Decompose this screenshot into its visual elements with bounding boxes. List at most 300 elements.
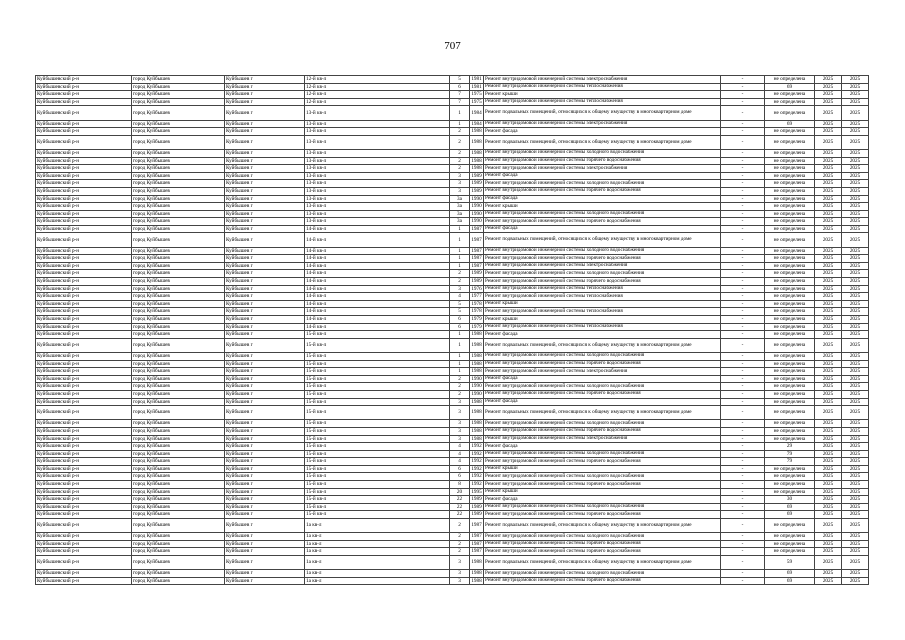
plan-year-from-cell: 2025 bbox=[815, 481, 842, 489]
house-number-cell: 3 bbox=[450, 180, 470, 188]
work-type-cell: Ремонт внутридомовой инженерной системы электроснабжения bbox=[484, 120, 721, 128]
street-cell: 15-й кв-л bbox=[305, 338, 450, 352]
table-row bbox=[36, 338, 869, 352]
settlement-cell: город Куйбышев bbox=[132, 383, 225, 391]
plan-year-to-cell: 2025 bbox=[842, 149, 869, 157]
district-cell: Куйбышевский р-н bbox=[36, 233, 132, 247]
cost-cell: не определена bbox=[765, 285, 815, 293]
plan-year-from-cell: 2025 bbox=[815, 262, 842, 270]
dash-cell: - bbox=[721, 398, 765, 406]
house-number-cell: 4 bbox=[450, 443, 470, 451]
plan-year-to-cell: 2025 bbox=[842, 352, 869, 360]
locality-cell: Куйбышев г bbox=[225, 406, 305, 420]
plan-year-to-cell: 2025 bbox=[842, 76, 869, 84]
work-type-cell: Ремонт фасада bbox=[484, 128, 721, 136]
settlement-cell: город Куйбышев bbox=[132, 398, 225, 406]
district-cell: Куйбышевский р-н bbox=[36, 149, 132, 157]
table-row bbox=[36, 225, 869, 233]
dash-cell: - bbox=[721, 548, 765, 556]
district-cell: Куйбышевский р-н bbox=[36, 91, 132, 99]
work-type-cell: Ремонт внутридомовой инженерной системы холодного водоснабжения bbox=[484, 247, 721, 255]
locality-cell: Куйбышев г bbox=[225, 443, 305, 451]
district-cell: Куйбышевский р-н bbox=[36, 316, 132, 324]
plan-year-from-cell: 2025 bbox=[815, 76, 842, 84]
work-type-cell: Ремонт внутридомовой инженерной системы холодного водоснабжения bbox=[484, 210, 721, 218]
cost-cell: не определена bbox=[765, 368, 815, 376]
table-row bbox=[36, 488, 869, 496]
dash-cell: - bbox=[721, 533, 765, 541]
plan-year-from-cell: 2025 bbox=[815, 135, 842, 149]
house-number-cell: 3 bbox=[450, 570, 470, 578]
dash-cell: - bbox=[721, 83, 765, 91]
settlement-cell: город Куйбышев bbox=[132, 157, 225, 165]
cost-cell: не определена bbox=[765, 360, 815, 368]
settlement-cell: город Куйбышев bbox=[132, 270, 225, 278]
locality-cell: Куйбышев г bbox=[225, 218, 305, 226]
dash-cell: - bbox=[721, 435, 765, 443]
work-type-cell: Ремонт внутридомовой инженерной системы электроснабжения bbox=[484, 76, 721, 84]
work-type-cell: Ремонт подвальных помещений, относящихся к общему имуществу в многоквартирном доме bbox=[484, 135, 721, 149]
work-type-cell: Ремонт внутридомовой инженерной системы холодного водоснабжения bbox=[484, 503, 721, 511]
district-cell: Куйбышевский р-н bbox=[36, 331, 132, 339]
work-type-cell: Ремонт внутридомовой инженерной системы теплоснабжения bbox=[484, 293, 721, 301]
work-type-cell: Ремонт внутридомовой инженерной системы горячего водоснабжения bbox=[484, 458, 721, 466]
table-row bbox=[36, 120, 869, 128]
work-type-cell: Ремонт внутридомовой инженерной системы холодного водоснабжения bbox=[484, 352, 721, 360]
street-cell: 14-й кв-л bbox=[305, 270, 450, 278]
locality-cell: Куйбышев г bbox=[225, 556, 305, 570]
cost-cell: не определена bbox=[765, 106, 815, 120]
street-cell: 15-й кв-л bbox=[305, 443, 450, 451]
street-cell: 13-й кв-л bbox=[305, 187, 450, 195]
build-year-cell: 1987 bbox=[471, 548, 482, 555]
table-row bbox=[36, 203, 869, 211]
plan-year-to-cell: 2025 bbox=[842, 316, 869, 324]
street-cell: 13-й кв-л bbox=[305, 210, 450, 218]
district-cell: Куйбышевский р-н bbox=[36, 187, 132, 195]
street-cell: 15-й кв-л bbox=[305, 383, 450, 391]
dash-cell: - bbox=[721, 390, 765, 398]
dash-cell: - bbox=[721, 285, 765, 293]
district-cell: Куйбышевский р-н bbox=[36, 255, 132, 263]
dash-cell: - bbox=[721, 519, 765, 533]
dash-cell: - bbox=[721, 427, 765, 435]
house-number-cell: 1 bbox=[450, 233, 470, 247]
street-cell: 13-й кв-л bbox=[305, 157, 450, 165]
locality-cell: Куйбышев г bbox=[225, 503, 305, 511]
dash-cell: - bbox=[721, 262, 765, 270]
cost-cell: не определена bbox=[765, 135, 815, 149]
dash-cell: - bbox=[721, 352, 765, 360]
settlement-cell: город Куйбышев bbox=[132, 316, 225, 324]
street-cell: 15-й кв-л bbox=[305, 473, 450, 481]
cost-cell: не определена bbox=[765, 233, 815, 247]
district-cell: Куйбышевский р-н bbox=[36, 481, 132, 489]
cost-cell: 79 bbox=[765, 458, 815, 466]
cost-cell: 69 bbox=[765, 577, 815, 585]
district-cell: Куйбышевский р-н bbox=[36, 285, 132, 293]
house-number-cell: 3 bbox=[450, 427, 470, 435]
plan-year-from-cell: 2025 bbox=[815, 548, 842, 556]
table-row bbox=[36, 577, 869, 585]
build-year-cell: 1988 bbox=[471, 128, 482, 135]
page-number: 707 bbox=[444, 40, 461, 52]
settlement-cell: город Куйбышев bbox=[132, 496, 225, 504]
house-number-cell: 2 bbox=[450, 278, 470, 286]
district-cell: Куйбышевский р-н bbox=[36, 435, 132, 443]
house-number-cell: 1 bbox=[450, 247, 470, 255]
settlement-cell: город Куйбышев bbox=[132, 247, 225, 255]
table-row bbox=[36, 420, 869, 428]
work-type-cell: Ремонт фасада bbox=[484, 331, 721, 339]
plan-year-from-cell: 2025 bbox=[815, 157, 842, 165]
district-cell: Куйбышевский р-н bbox=[36, 106, 132, 120]
dash-cell: - bbox=[721, 195, 765, 203]
plan-year-from-cell: 2025 bbox=[815, 398, 842, 406]
table-row bbox=[36, 503, 869, 511]
settlement-cell: город Куйбышев bbox=[132, 519, 225, 533]
plan-year-to-cell: 2025 bbox=[842, 270, 869, 278]
build-year-cell: 1988 bbox=[471, 435, 482, 442]
cost-cell: не определена bbox=[765, 427, 815, 435]
build-year-cell: 1979 bbox=[471, 316, 482, 322]
street-cell: 13-й кв-л bbox=[305, 218, 450, 226]
plan-year-from-cell: 2025 bbox=[815, 187, 842, 195]
house-number-cell: 3а bbox=[450, 210, 470, 218]
build-year-cell: 1988 bbox=[471, 360, 482, 367]
work-type-cell: Ремонт внутридомовой инженерной системы электроснабжения bbox=[484, 262, 721, 270]
locality-cell: Куйбышев г bbox=[225, 368, 305, 376]
street-cell: 15-й кв-л bbox=[305, 406, 450, 420]
dash-cell: - bbox=[721, 247, 765, 255]
build-year-cell: 1976 bbox=[471, 285, 482, 292]
plan-year-to-cell: 2025 bbox=[842, 203, 869, 211]
work-type-cell: Ремонт крыши bbox=[484, 300, 721, 308]
district-cell: Куйбышевский р-н bbox=[36, 83, 132, 91]
table-row bbox=[36, 165, 869, 173]
build-year-cell: 1990 bbox=[471, 195, 482, 202]
cost-cell: 29 bbox=[765, 443, 815, 451]
plan-year-to-cell: 2025 bbox=[842, 338, 869, 352]
work-type-cell: Ремонт подвальных помещений, относящихся к общему имуществу в многоквартирном доме bbox=[484, 556, 721, 570]
work-type-cell: Ремонт фасада bbox=[484, 375, 721, 383]
table-row bbox=[36, 383, 869, 391]
district-cell: Куйбышевский р-н bbox=[36, 450, 132, 458]
plan-year-from-cell: 2025 bbox=[815, 128, 842, 136]
house-number-cell: 22 bbox=[450, 496, 470, 504]
table-row bbox=[36, 83, 869, 91]
settlement-cell: город Куйбышев bbox=[132, 503, 225, 511]
locality-cell: Куйбышев г bbox=[225, 511, 305, 519]
plan-year-from-cell: 2025 bbox=[815, 503, 842, 511]
district-cell: Куйбышевский р-н bbox=[36, 556, 132, 570]
work-type-cell: Ремонт фасада bbox=[484, 195, 721, 203]
table-row bbox=[36, 390, 869, 398]
plan-year-from-cell: 2025 bbox=[815, 420, 842, 428]
plan-year-to-cell: 2025 bbox=[842, 120, 869, 128]
table-row bbox=[36, 465, 869, 473]
table-row bbox=[36, 98, 869, 106]
dash-cell: - bbox=[721, 511, 765, 519]
build-year-cell: 1987 bbox=[471, 540, 482, 547]
locality-cell: Куйбышев г bbox=[225, 293, 305, 301]
settlement-cell: город Куйбышев bbox=[132, 172, 225, 180]
plan-year-from-cell: 2025 bbox=[815, 285, 842, 293]
build-year-cell: 1978 bbox=[471, 300, 482, 307]
table-row bbox=[36, 300, 869, 308]
plan-year-to-cell: 2025 bbox=[842, 285, 869, 293]
settlement-cell: город Куйбышев bbox=[132, 278, 225, 286]
dash-cell: - bbox=[721, 157, 765, 165]
table-row bbox=[36, 368, 869, 376]
table-row bbox=[36, 210, 869, 218]
plan-year-to-cell: 2025 bbox=[842, 465, 869, 473]
settlement-cell: город Куйбышев bbox=[132, 165, 225, 173]
district-cell: Куйбышевский р-н bbox=[36, 360, 132, 368]
plan-year-to-cell: 2025 bbox=[842, 180, 869, 188]
locality-cell: Куйбышев г bbox=[225, 225, 305, 233]
settlement-cell: город Куйбышев bbox=[132, 473, 225, 481]
table-row bbox=[36, 398, 869, 406]
locality-cell: Куйбышев г bbox=[225, 420, 305, 428]
build-year-cell: 1987 bbox=[471, 533, 482, 540]
work-type-cell: Ремонт крыши bbox=[484, 316, 721, 324]
street-cell: 12-й кв-л bbox=[305, 76, 450, 84]
plan-year-to-cell: 2025 bbox=[842, 503, 869, 511]
cost-cell: не определена bbox=[765, 331, 815, 339]
work-type-cell: Ремонт фасада bbox=[484, 496, 721, 504]
district-cell: Куйбышевский р-н bbox=[36, 390, 132, 398]
settlement-cell: город Куйбышев bbox=[132, 375, 225, 383]
build-year-cell: 1990 bbox=[471, 210, 482, 217]
street-cell: 1а кв-л bbox=[305, 519, 450, 533]
street-cell: 15-й кв-л bbox=[305, 375, 450, 383]
district-cell: Куйбышевский р-н bbox=[36, 503, 132, 511]
street-cell: 14-й кв-л bbox=[305, 323, 450, 331]
street-cell: 13-й кв-л bbox=[305, 120, 450, 128]
plan-year-from-cell: 2025 bbox=[815, 406, 842, 420]
dash-cell: - bbox=[721, 225, 765, 233]
cost-cell: не определена bbox=[765, 180, 815, 188]
district-cell: Куйбышевский р-н bbox=[36, 465, 132, 473]
street-cell: 15-й кв-л bbox=[305, 435, 450, 443]
street-cell: 15-й кв-л bbox=[305, 368, 450, 376]
dash-cell: - bbox=[721, 128, 765, 136]
build-year-cell: 1988 bbox=[471, 427, 482, 434]
work-type-cell: Ремонт внутридомовой инженерной системы теплоснабжения bbox=[484, 323, 721, 331]
cost-cell: не определена bbox=[765, 270, 815, 278]
cost-cell: не определена bbox=[765, 316, 815, 324]
plan-year-to-cell: 2025 bbox=[842, 473, 869, 481]
build-year-cell: 1989 bbox=[471, 278, 482, 285]
work-type-cell: Ремонт внутридомовой инженерной системы горячего водоснабжения bbox=[484, 427, 721, 435]
locality-cell: Куйбышев г bbox=[225, 548, 305, 556]
plan-year-to-cell: 2025 bbox=[842, 83, 869, 91]
street-cell: 12-й кв-л bbox=[305, 91, 450, 99]
dash-cell: - bbox=[721, 540, 765, 548]
plan-year-to-cell: 2025 bbox=[842, 135, 869, 149]
locality-cell: Куйбышев г bbox=[225, 473, 305, 481]
dash-cell: - bbox=[721, 375, 765, 383]
dash-cell: - bbox=[721, 270, 765, 278]
work-type-cell: Ремонт крыши bbox=[484, 465, 721, 473]
plan-year-to-cell: 2025 bbox=[842, 262, 869, 270]
plan-year-from-cell: 2025 bbox=[815, 556, 842, 570]
table-row bbox=[36, 233, 869, 247]
plan-year-from-cell: 2025 bbox=[815, 368, 842, 376]
build-year-cell: 1988 bbox=[471, 149, 482, 156]
cost-cell: не определена bbox=[765, 540, 815, 548]
district-cell: Куйбышевский р-н bbox=[36, 375, 132, 383]
build-year-cell: 1989 bbox=[471, 496, 482, 503]
build-year-cell: 1981 bbox=[471, 83, 482, 90]
settlement-cell: город Куйбышев bbox=[132, 255, 225, 263]
settlement-cell: город Куйбышев bbox=[132, 195, 225, 203]
locality-cell: Куйбышев г bbox=[225, 255, 305, 263]
build-year-cell: 1987 bbox=[470, 519, 484, 533]
work-type-cell: Ремонт внутридомовой инженерной системы теплоснабжения bbox=[484, 308, 721, 316]
build-year-cell: 1988 bbox=[471, 368, 482, 375]
settlement-cell: город Куйбышев bbox=[132, 128, 225, 136]
house-number-cell: 1 bbox=[450, 255, 470, 263]
cost-cell: не определена bbox=[765, 247, 815, 255]
district-cell: Куйбышевский р-н bbox=[36, 427, 132, 435]
work-type-cell: Ремонт внутридомовой инженерной системы горячего водоснабжения bbox=[484, 390, 721, 398]
table-row bbox=[36, 149, 869, 157]
cost-cell: не определена bbox=[765, 262, 815, 270]
plan-year-to-cell: 2025 bbox=[842, 300, 869, 308]
settlement-cell: город Куйбышев bbox=[132, 368, 225, 376]
work-type-cell: Ремонт внутридомовой инженерной системы горячего водоснабжения bbox=[484, 511, 721, 519]
house-number-cell: 3а bbox=[450, 203, 470, 211]
dash-cell: - bbox=[721, 210, 765, 218]
house-number-cell: 22 bbox=[450, 511, 470, 519]
plan-year-to-cell: 2025 bbox=[842, 375, 869, 383]
settlement-cell: город Куйбышев bbox=[132, 406, 225, 420]
district-cell: Куйбышевский р-н bbox=[36, 120, 132, 128]
house-number-cell: 7 bbox=[450, 98, 470, 106]
dash-cell: - bbox=[721, 443, 765, 451]
table-row bbox=[36, 481, 869, 489]
locality-cell: Куйбышев г bbox=[225, 165, 305, 173]
cost-cell: не определена bbox=[765, 91, 815, 99]
plan-year-from-cell: 2025 bbox=[815, 300, 842, 308]
cost-cell: не определена bbox=[765, 383, 815, 391]
locality-cell: Куйбышев г bbox=[225, 247, 305, 255]
settlement-cell: город Куйбышев bbox=[132, 285, 225, 293]
plan-year-from-cell: 2025 bbox=[815, 233, 842, 247]
cost-cell: не определена bbox=[765, 352, 815, 360]
street-cell: 15-й кв-л bbox=[305, 496, 450, 504]
plan-year-to-cell: 2025 bbox=[842, 496, 869, 504]
street-cell: 15-й кв-л bbox=[305, 488, 450, 496]
settlement-cell: город Куйбышев bbox=[132, 120, 225, 128]
table-row bbox=[36, 316, 869, 324]
cost-cell: не определена bbox=[765, 420, 815, 428]
build-year-cell: 1988 bbox=[471, 157, 482, 164]
cost-cell: не определена bbox=[765, 210, 815, 218]
cost-cell: не определена bbox=[765, 488, 815, 496]
house-number-cell: 3 bbox=[450, 556, 470, 570]
settlement-cell: город Куйбышев bbox=[132, 98, 225, 106]
build-year-cell: 1984 bbox=[471, 120, 482, 127]
district-cell: Куйбышевский р-н bbox=[36, 496, 132, 504]
house-number-cell: 1 bbox=[450, 360, 470, 368]
dash-cell: - bbox=[721, 308, 765, 316]
plan-year-from-cell: 2025 bbox=[815, 165, 842, 173]
settlement-cell: город Куйбышев bbox=[132, 511, 225, 519]
settlement-cell: город Куйбышев bbox=[132, 435, 225, 443]
build-year-cell: 1989 bbox=[471, 503, 482, 510]
district-cell: Куйбышевский р-н bbox=[36, 570, 132, 578]
settlement-cell: город Куйбышев bbox=[132, 323, 225, 331]
dash-cell: - bbox=[721, 91, 765, 99]
cost-cell: не определена bbox=[765, 338, 815, 352]
settlement-cell: город Куйбышев bbox=[132, 577, 225, 585]
district-cell: Куйбышевский р-н bbox=[36, 76, 132, 84]
cost-cell: 69 bbox=[765, 511, 815, 519]
work-type-cell: Ремонт подвальных помещений, относящихся к общему имуществу в многоквартирном доме bbox=[484, 406, 721, 420]
district-cell: Куйбышевский р-н bbox=[36, 195, 132, 203]
plan-year-to-cell: 2025 bbox=[842, 488, 869, 496]
district-cell: Куйбышевский р-н bbox=[36, 406, 132, 420]
build-year-cell: 1988 bbox=[470, 406, 484, 420]
district-cell: Куйбышевский р-н bbox=[36, 383, 132, 391]
dash-cell: - bbox=[721, 203, 765, 211]
locality-cell: Куйбышев г bbox=[225, 106, 305, 120]
plan-year-to-cell: 2025 bbox=[842, 187, 869, 195]
work-type-cell: Ремонт внутридомовой инженерной системы холодного водоснабжения bbox=[484, 420, 721, 428]
build-year-cell: 1988 bbox=[470, 556, 484, 570]
build-year-cell: 1988 bbox=[471, 331, 482, 338]
locality-cell: Куйбышев г bbox=[225, 450, 305, 458]
build-year-cell: 1984 bbox=[470, 106, 484, 120]
table-row bbox=[36, 278, 869, 286]
district-cell: Куйбышевский р-н bbox=[36, 548, 132, 556]
district-cell: Куйбышевский р-н bbox=[36, 135, 132, 149]
locality-cell: Куйбышев г bbox=[225, 323, 305, 331]
work-type-cell: Ремонт внутридомовой инженерной системы горячего водоснабжения bbox=[484, 157, 721, 165]
house-number-cell: 4 bbox=[450, 450, 470, 458]
house-number-cell: 2 bbox=[450, 270, 470, 278]
locality-cell: Куйбышев г bbox=[225, 76, 305, 84]
table-row bbox=[36, 496, 869, 504]
house-number-cell: 3 bbox=[450, 406, 470, 420]
locality-cell: Куйбышев г bbox=[225, 83, 305, 91]
work-type-cell: Ремонт внутридомовой инженерной системы холодного водоснабжения bbox=[484, 450, 721, 458]
build-year-cell: 1989 bbox=[471, 172, 482, 179]
locality-cell: Куйбышев г bbox=[225, 210, 305, 218]
work-type-cell: Ремонт фасада bbox=[484, 225, 721, 233]
cost-cell: не определена bbox=[765, 519, 815, 533]
district-cell: Куйбышевский р-н bbox=[36, 540, 132, 548]
plan-year-from-cell: 2025 bbox=[815, 435, 842, 443]
house-number-cell: 2 bbox=[450, 135, 470, 149]
work-type-cell: Ремонт внутридомовой инженерной системы электроснабжения bbox=[484, 165, 721, 173]
house-number-cell: 2 bbox=[450, 548, 470, 556]
work-type-cell: Ремонт внутридомовой инженерной системы теплоснабжения bbox=[484, 98, 721, 106]
house-number-cell: 6 bbox=[450, 316, 470, 324]
plan-year-to-cell: 2025 bbox=[842, 533, 869, 541]
plan-year-from-cell: 2025 bbox=[815, 443, 842, 451]
street-cell: 13-й кв-л bbox=[305, 203, 450, 211]
locality-cell: Куйбышев г bbox=[225, 203, 305, 211]
table-row bbox=[36, 187, 869, 195]
settlement-cell: город Куйбышев bbox=[132, 135, 225, 149]
settlement-cell: город Куйбышев bbox=[132, 427, 225, 435]
cost-cell: не определена bbox=[765, 218, 815, 226]
street-cell: 13-й кв-л bbox=[305, 149, 450, 157]
